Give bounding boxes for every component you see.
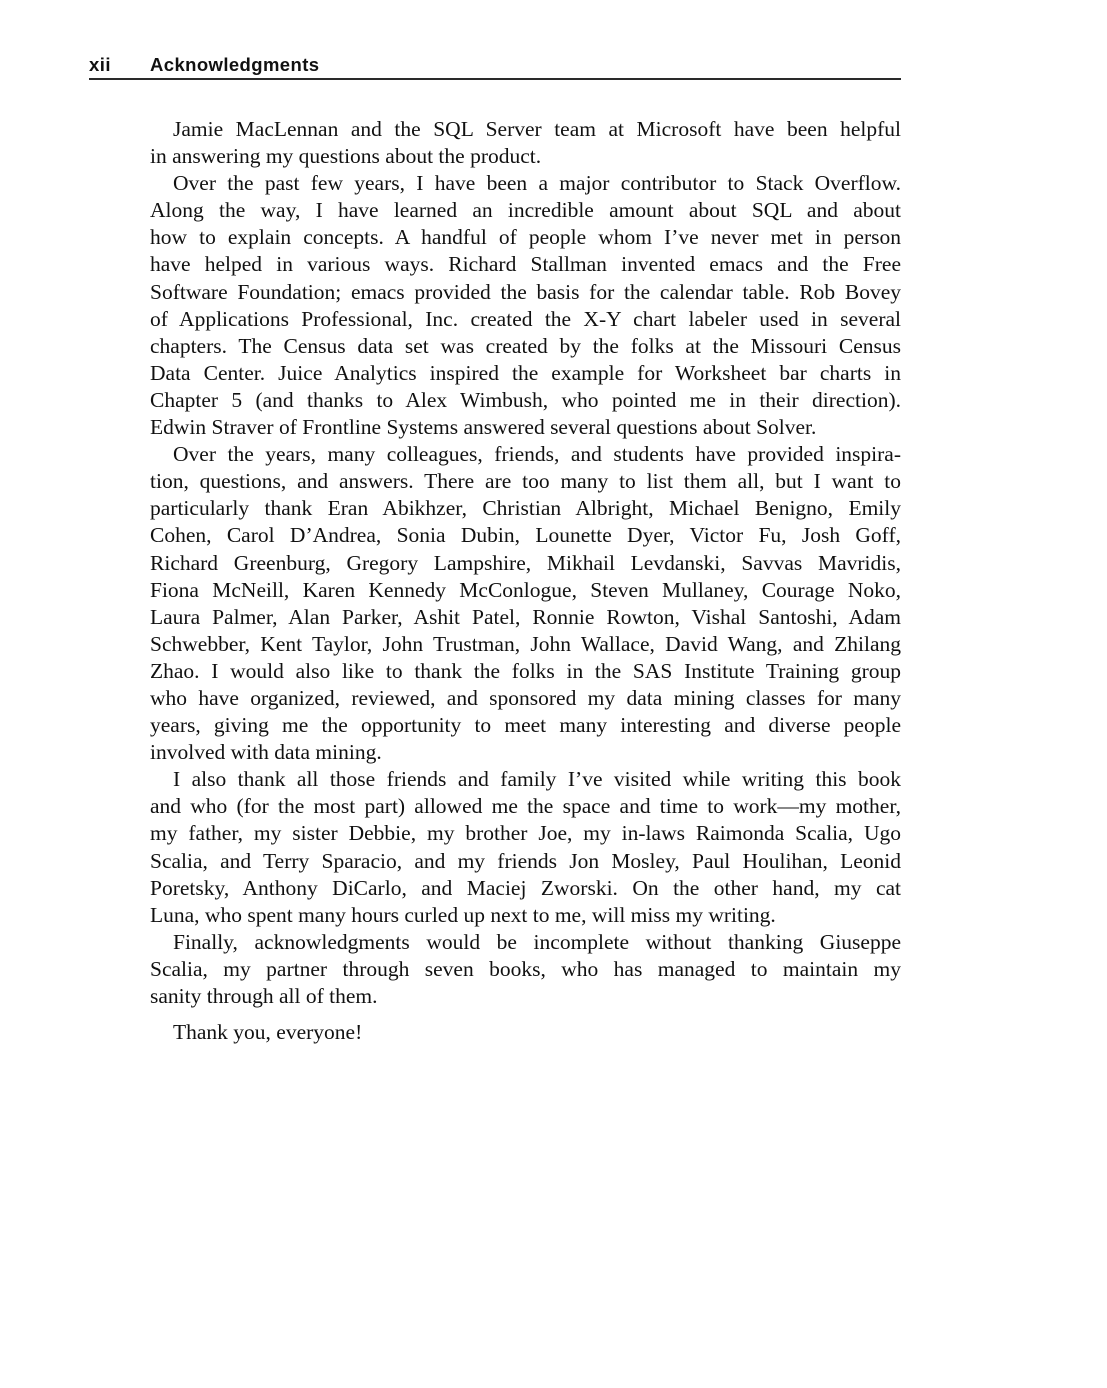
text-line: Zhao. I would also like to thank the folks in the SAS Institute Training group <box>150 658 901 683</box>
paragraph-stack-overflow <box>150 170 901 441</box>
running-head <box>89 53 901 80</box>
text-line: Thank you, everyone! <box>173 1020 363 1045</box>
text-line: my father, my sister Debbie, my brother Joe, my in-laws Raimonda Scalia, Ugo <box>150 821 901 846</box>
section-title: Acknowledgments <box>150 54 320 75</box>
text-line: involved with data mining. <box>150 740 382 765</box>
text-line: Finally, acknowledgments would be incomplete without thanking Giuseppe <box>173 929 901 954</box>
text-line: Cohen, Carol D’Andrea, Sonia Dubin, Lounette Dyer, Victor Fu, Josh Goff, <box>150 523 901 548</box>
text-line: how to explain concepts. A handful of people whom I’ve never met in person <box>150 225 901 250</box>
text-line: Luna, who spent many hours curled up next to me, will miss my writing. <box>150 902 776 927</box>
text-line: of Applications Professional, Inc. created the X-Y chart labeler used in several <box>150 306 901 331</box>
text-line: Fiona McNeill, Karen Kennedy McConlogue, Steven Mullaney, Courage Noko, <box>150 577 901 602</box>
text-line: Along the way, I have learned an incredible amount about SQL and about <box>150 198 901 223</box>
text-line: sanity through all of them. <box>150 984 378 1008</box>
text-line: particularly thank Eran Abikhzer, Christian Albright, Michael Benigno, Emily <box>150 496 901 521</box>
paragraph-family <box>150 766 901 929</box>
text-line: I also thank all those friends and family I’ve visited while writing this book <box>173 767 901 792</box>
text-line: Software Foundation; emacs provided the basis for the calendar table. Rob Bovey <box>150 279 901 304</box>
text-line: Richard Greenburg, Gregory Lampshire, Mikhail Levdanski, Savvas Mavridis, <box>150 550 901 575</box>
paragraph-finally <box>150 929 901 1010</box>
paragraph-microsoft <box>150 116 901 170</box>
closing-line <box>150 1019 901 1046</box>
text-line: Laura Palmer, Alan Parker, Ashit Patel, Ronnie Rowton, Vishal Santoshi, Adam <box>150 604 901 629</box>
page-number: xii <box>89 54 112 75</box>
paragraph-colleagues <box>150 441 901 766</box>
text-line: in answering my questions about the product. <box>150 144 542 169</box>
text-line: have helped in various ways. Richard Stallman invented emacs and the Free <box>150 252 901 277</box>
text-line: Scalia, and Terry Sparacio, and my friends Jon Mosley, Paul Houlihan, Leonid <box>150 848 901 873</box>
text-line: Data Center. Juice Analytics inspired the example for Worksheet bar charts in <box>150 360 901 385</box>
text-line: Schwebber, Kent Taylor, John Trustman, John Wallace, David Wang, and Zhilang <box>150 631 901 656</box>
text-line: Scalia, my partner through seven books, who has managed to maintain my <box>150 956 901 981</box>
text-line: Over the years, many colleagues, friends, and students have provided inspira- <box>173 442 901 467</box>
text-line: years, giving me the opportunity to meet many interesting and diverse people <box>150 713 901 738</box>
paragraph-spacer <box>150 1010 901 1019</box>
text-line: and who (for the most part) allowed me the space and time to work—my mother, <box>150 794 901 819</box>
acknowledgments-body <box>150 116 901 1046</box>
text-line: Jamie MacLennan and the SQL Server team at Microsoft have been helpful <box>173 117 901 141</box>
text-line: Edwin Straver of Frontline Systems answered several questions about Solver. <box>150 415 817 440</box>
text-line: chapters. The Census data set was created by the folks at the Missouri Census <box>150 333 901 358</box>
text-line: who have organized, reviewed, and sponsored my data mining classes for many <box>150 685 901 710</box>
text-line: Chapter 5 (and thanks to Alex Wimbush, who pointed me in their direction). <box>150 387 901 412</box>
text-line: tion, questions, and answers. There are too many to list them all, but I want to <box>150 469 901 494</box>
text-line: Poretsky, Anthony DiCarlo, and Maciej Zworski. On the other hand, my cat <box>150 875 901 900</box>
text-line: Over the past few years, I have been a major contributor to Stack Overflow. <box>173 171 901 196</box>
